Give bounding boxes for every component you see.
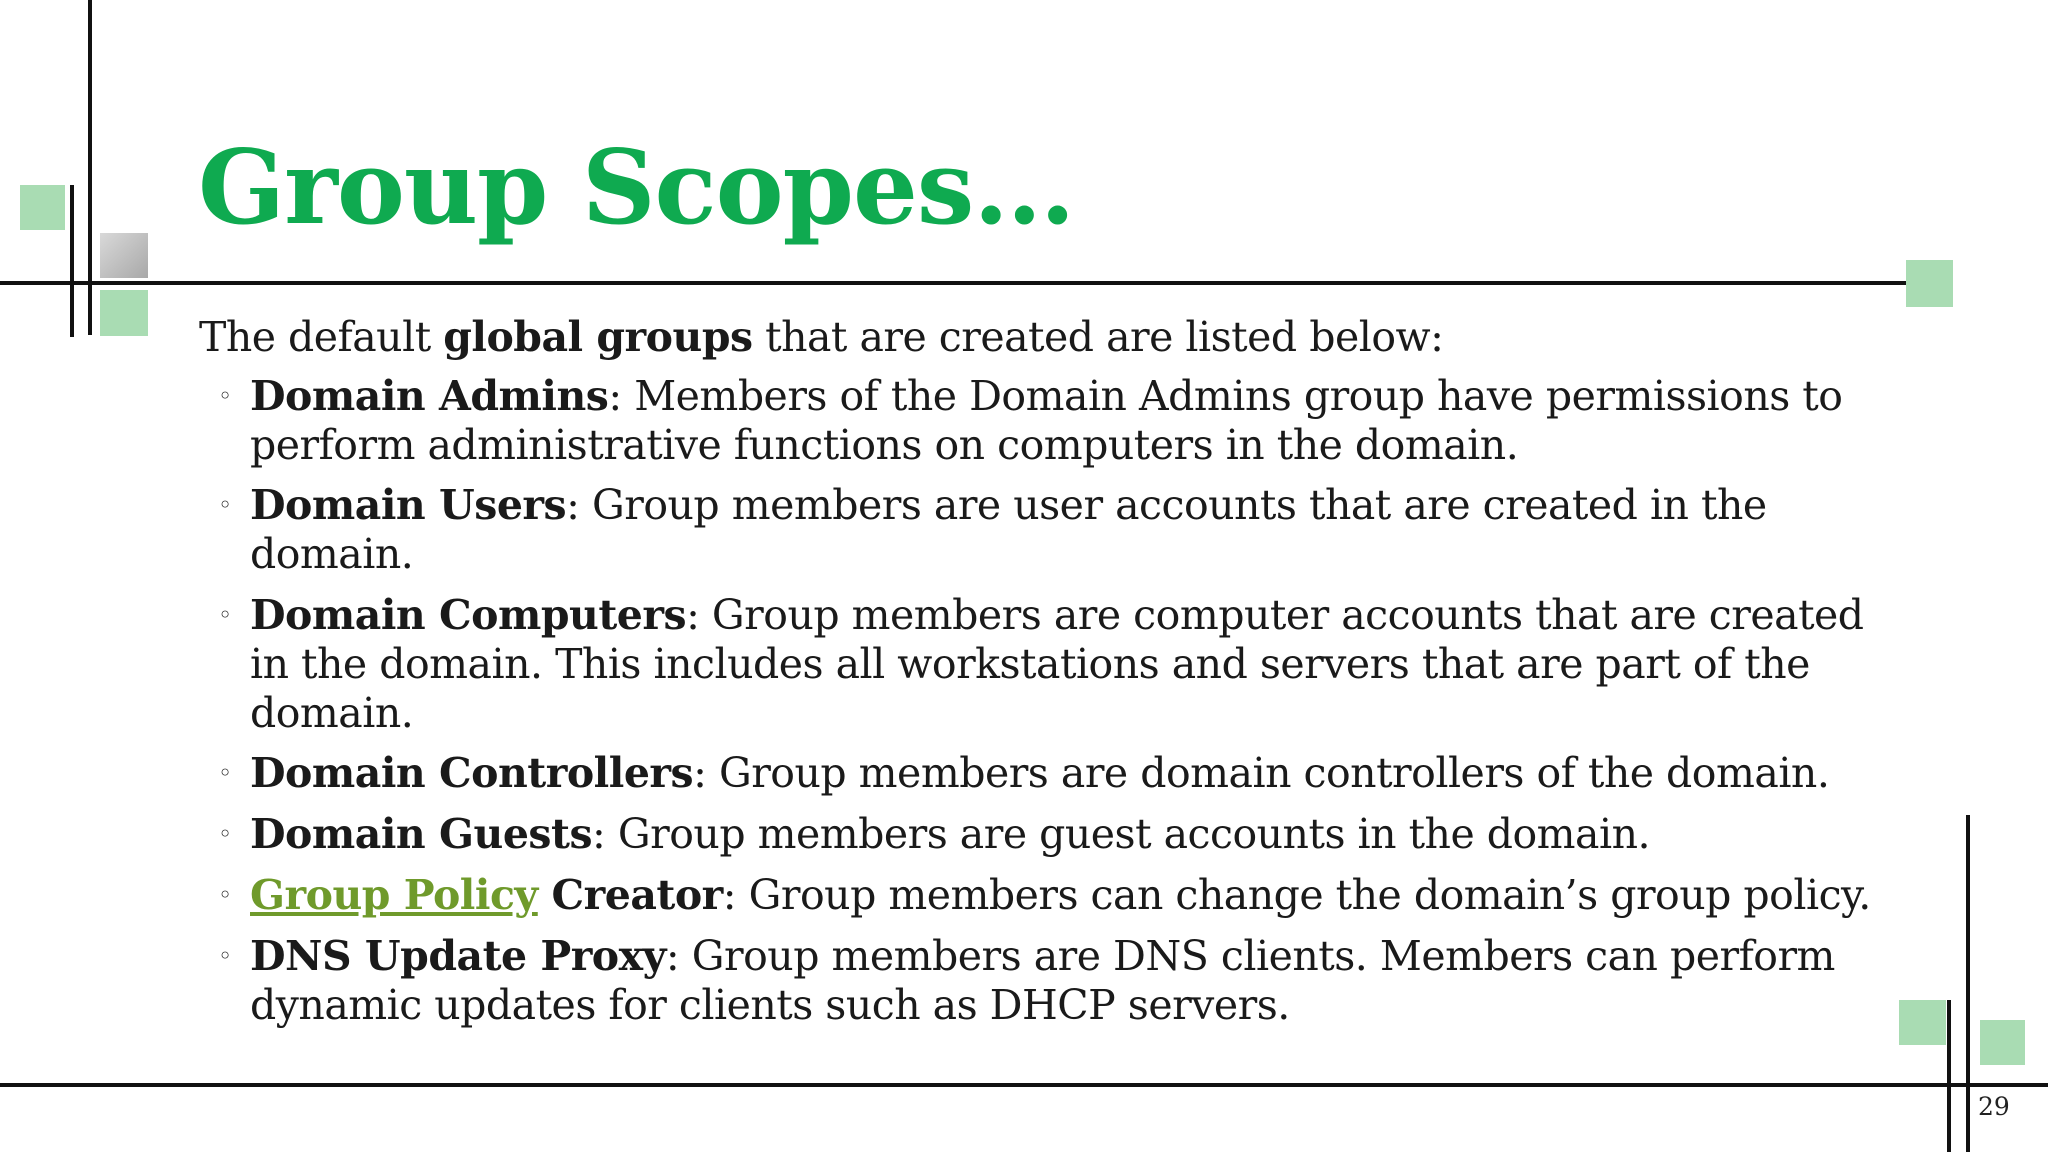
decor-line-bottom-right-vertical-2 [1947, 1000, 1951, 1152]
bullet-circle-icon: ◦ [218, 491, 232, 519]
bullet-circle-icon: ◦ [218, 601, 232, 629]
group-policy-link[interactable]: Group Policy [250, 871, 538, 919]
intro-prefix: The default [199, 313, 444, 361]
footer-divider-line [0, 1083, 2048, 1087]
decor-line-bottom-right-vertical [1966, 815, 1970, 1152]
bullet-domain-admins [218, 372, 1890, 470]
decor-square-green-1 [20, 185, 65, 230]
bullet-circle-icon: ◦ [218, 759, 232, 787]
bullet-text: : Group members are DNS clients. Members can perform dynamic updates for clients such as DHCP servers. [250, 932, 1835, 1029]
slide-title: Group Scopes… [198, 128, 1075, 248]
bullet-text: : Group members are domain controllers of the domain. [693, 749, 1830, 797]
bullet-text: : Group members are computer accounts that are created in the domain. This includes all workstations and servers that are part of the domain. [250, 591, 1864, 737]
bullet-term: Domain Guests [250, 810, 593, 858]
bullet-group-policy-creator [218, 871, 1890, 920]
bullet-term: Domain Users [250, 481, 567, 529]
bullet-domain-guests [218, 810, 1890, 859]
decor-square-green-4 [1899, 1000, 1946, 1045]
bullet-domain-controllers [218, 749, 1890, 798]
bullet-text: : Members of the Domain Admins group have permissions to perform administrative functions on computers in the domain. [250, 372, 1843, 469]
bullet-text: : Group members can change the domain’s group policy. [722, 871, 1871, 919]
decor-square-green-5 [1980, 1020, 2025, 1065]
bullet-term: Domain Admins [250, 372, 609, 420]
title-divider-line [0, 281, 1907, 285]
bullet-domain-computers [218, 591, 1890, 738]
bullet-domain-users [218, 481, 1890, 579]
intro-suffix: that are created are listed below: [752, 313, 1444, 361]
decor-line-top-left-vertical-2 [70, 185, 74, 337]
bullet-term: Creator [537, 871, 723, 919]
intro-bold: global groups [443, 313, 753, 361]
bullet-term: Domain Controllers [250, 749, 694, 797]
bullet-circle-icon: ◦ [218, 382, 232, 410]
bullet-circle-icon: ◦ [218, 881, 232, 909]
bullet-text: : Group members are guest accounts in the domain. [592, 810, 1651, 858]
bullet-text: : Group members are user accounts that are created in the domain. [250, 481, 1767, 578]
bullet-dns-update-proxy [218, 932, 1890, 1030]
bullet-term: DNS Update Proxy [250, 932, 666, 980]
bullet-circle-icon: ◦ [218, 942, 232, 970]
bullet-term: Domain Computers [250, 591, 687, 639]
page-number: 29 [1978, 1092, 2010, 1121]
decor-square-green-3 [1906, 260, 1953, 307]
intro-text [199, 313, 1443, 361]
decor-square-green-2 [100, 290, 148, 336]
bullet-circle-icon: ◦ [218, 820, 232, 848]
decor-square-gray [100, 233, 148, 278]
